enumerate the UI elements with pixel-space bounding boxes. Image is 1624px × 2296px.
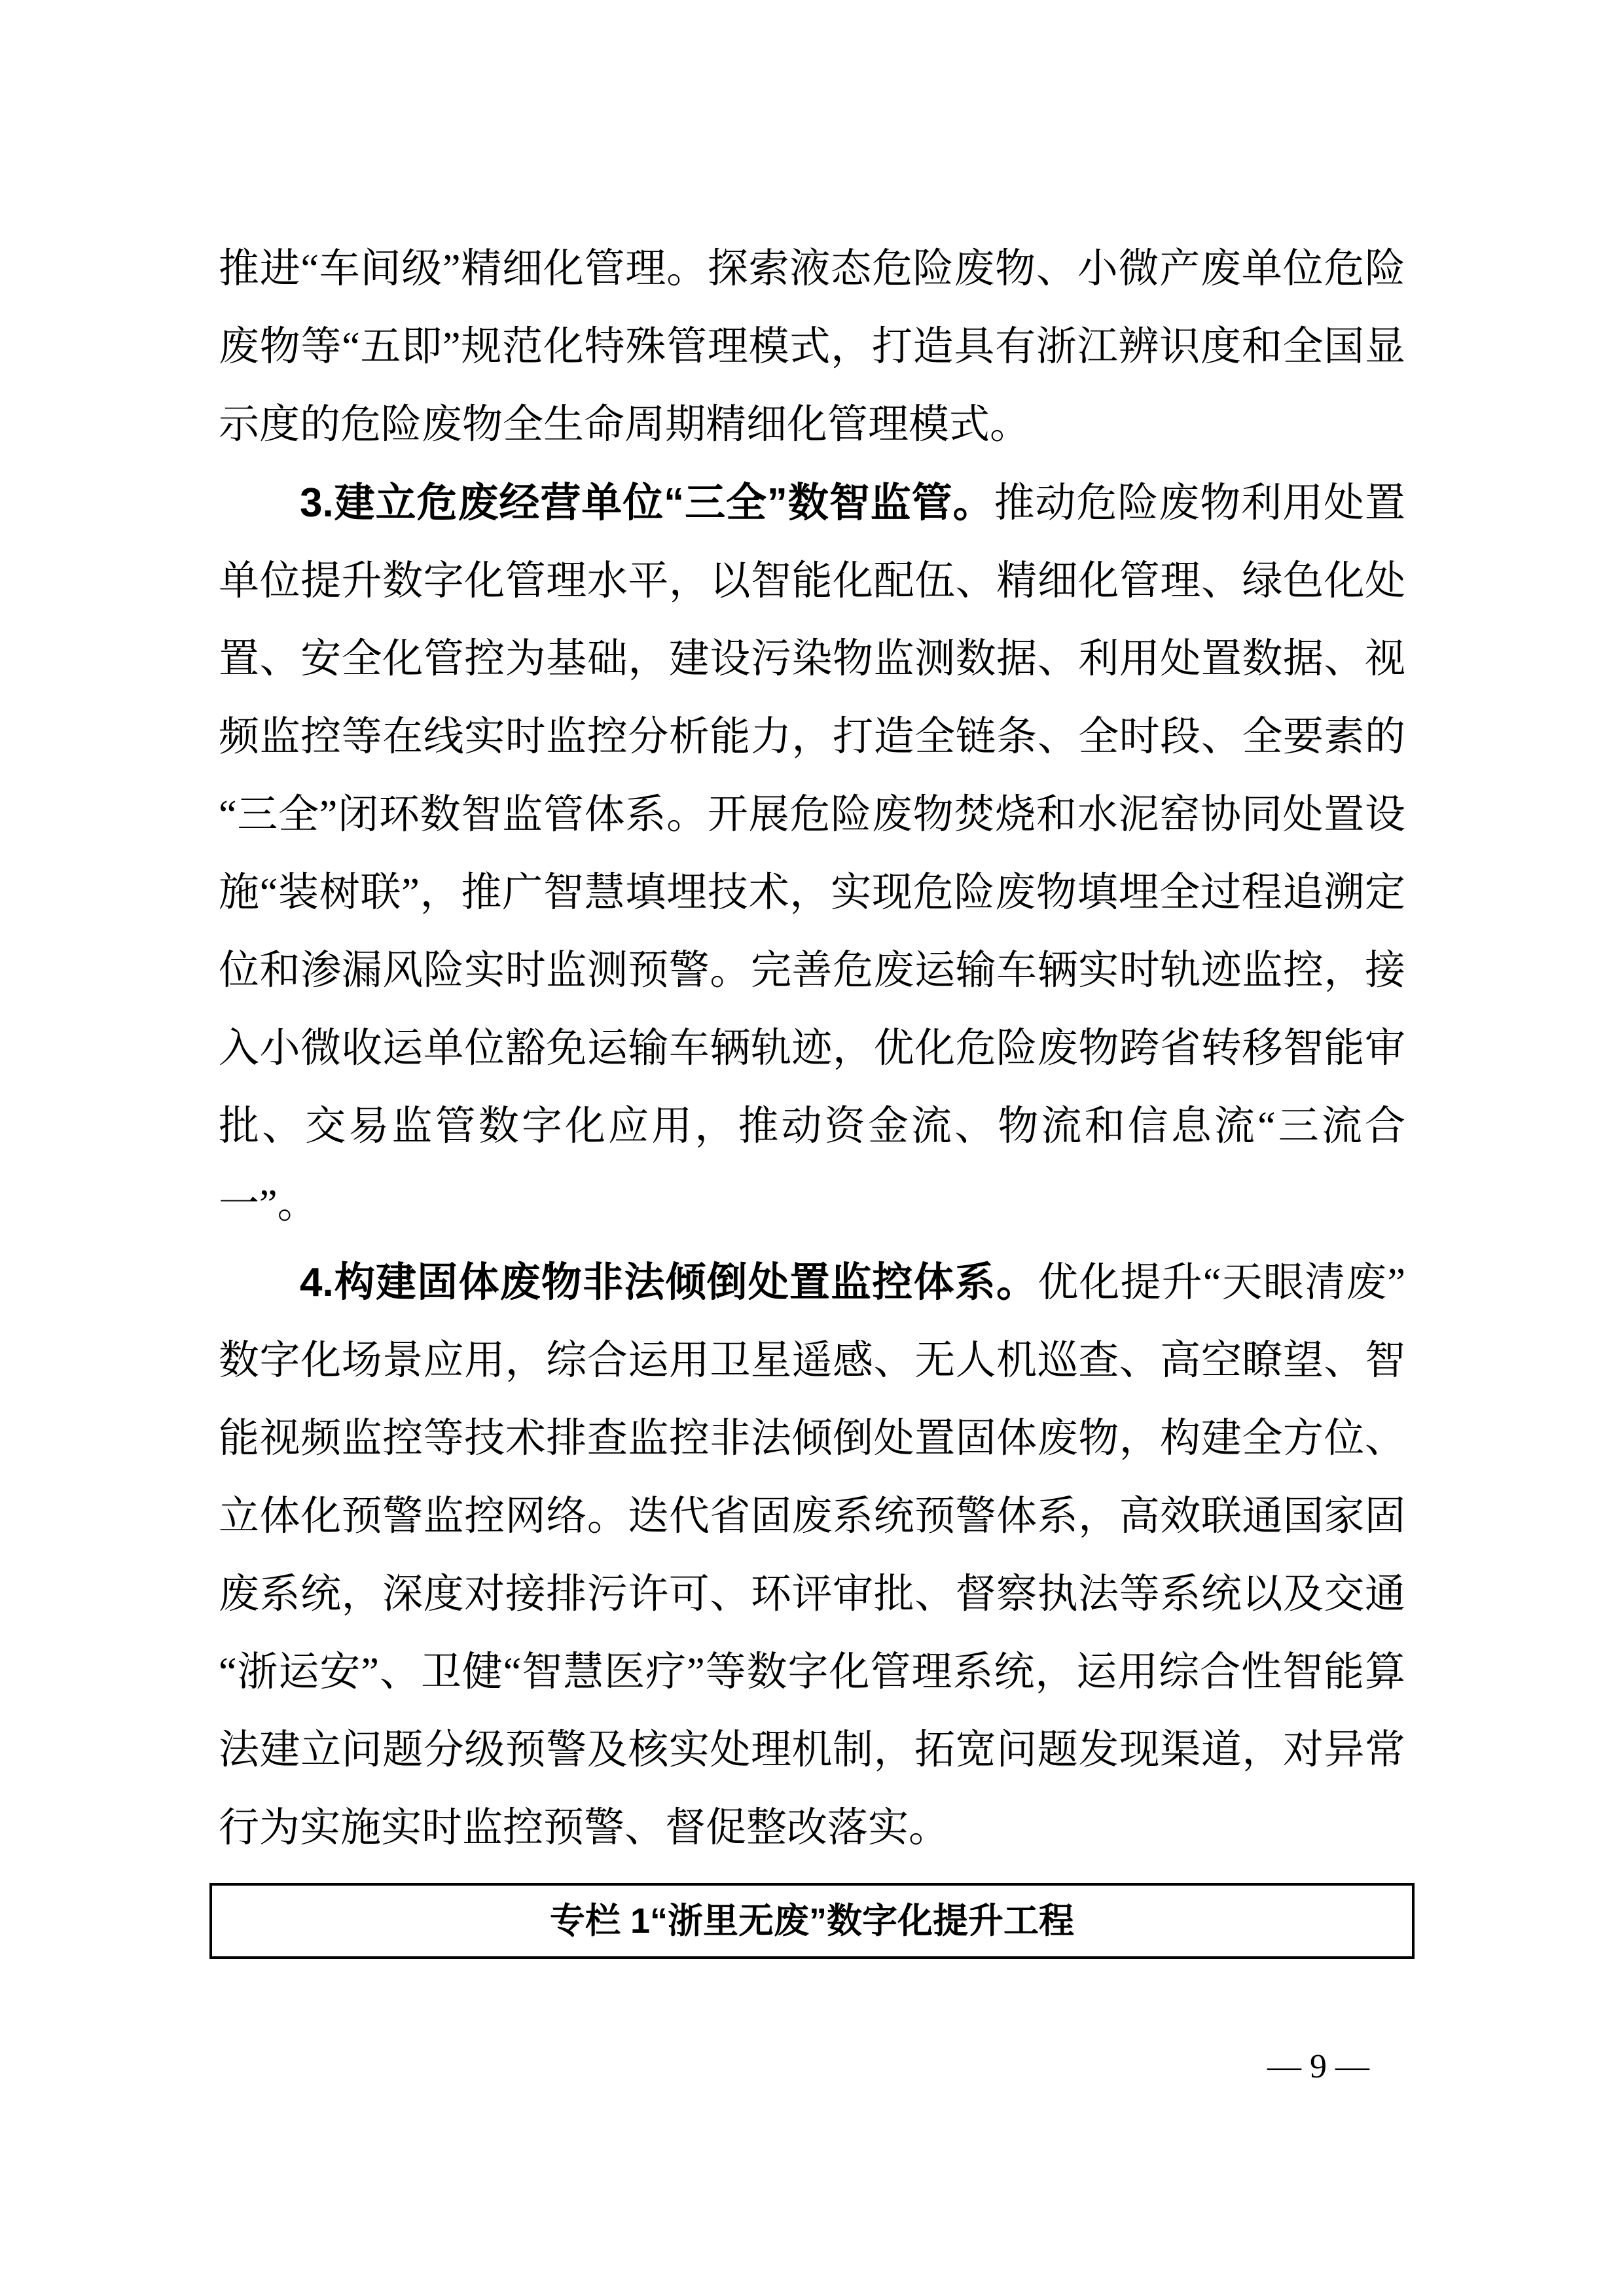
- callout-box: [209, 1883, 1415, 1959]
- page-footer: [219, 2047, 1405, 2087]
- item-3-body-text: 推动危险废物利用处置单位提升数字化管理水平，以智能化配伍、精细化管理、绿色化处置、安全化管控为基础，建设污染物监测数据、利用处置数据、视频监控等在线实时监控分析能力，打造全链条、全时段、全要素的“三全”闭环数智监管体系。开展危险废物焚烧和水泥窑协同处置设施“装树联”，推广智慧填埋技术，实现危险废物填埋全过程追溯定位和渗漏风险实时监测预警。完善危废运输车辆实时轨迹监控，接入小微收运单位豁免运输车辆轨迹，优化危险废物跨省转移智能审批、交易监管数字化应用，推动资金流、物流和信息流“三流合一”。: [219, 481, 1405, 1227]
- paragraph-continued: [219, 230, 1405, 464]
- item-4-body-text: 优化提升“天眼清废”数字化场景应用，综合运用卫星遥感、无人机巡查、高空瞭望、智能视频监控等技术排查监控非法倾倒处置固体废物，构建全方位、立体化预警监控网络。迭代省固废系统预警体系，高效联通国家固废系统，深度对接排污许可、环评审批、督察执法等系统以及交通“浙运安”、卫健“智慧医疗”等数字化管理系统，运用综合性智能算法建立问题分级预警及核实处理机制，拓宽问题发现渠道，对异常行为实施实时监控预警、督促整改落实。: [219, 1261, 1405, 1850]
- paragraph-item-4: [219, 1244, 1405, 1867]
- item-4-heading: 4.构建固体废物非法倾倒处置监控体系。: [300, 1260, 1038, 1305]
- document-body: [219, 230, 1405, 2087]
- page-number: — 9 —: [1267, 2048, 1369, 2085]
- callout-title: 专栏 1“浙里无废”数字化提升工程: [549, 1901, 1075, 1941]
- item-3-heading: 3.建立危废经营单位“三全”数智监管。: [300, 480, 994, 526]
- paragraph-continued-text: 推进“车间级”精细化管理。探索液态危险废物、小微产废单位危险废物等“五即”规范化特殊管理模式，打造具有浙江辨识度和全国显示度的危险废物全生命周期精细化管理模式。: [219, 247, 1405, 447]
- paragraph-item-3: [219, 464, 1405, 1244]
